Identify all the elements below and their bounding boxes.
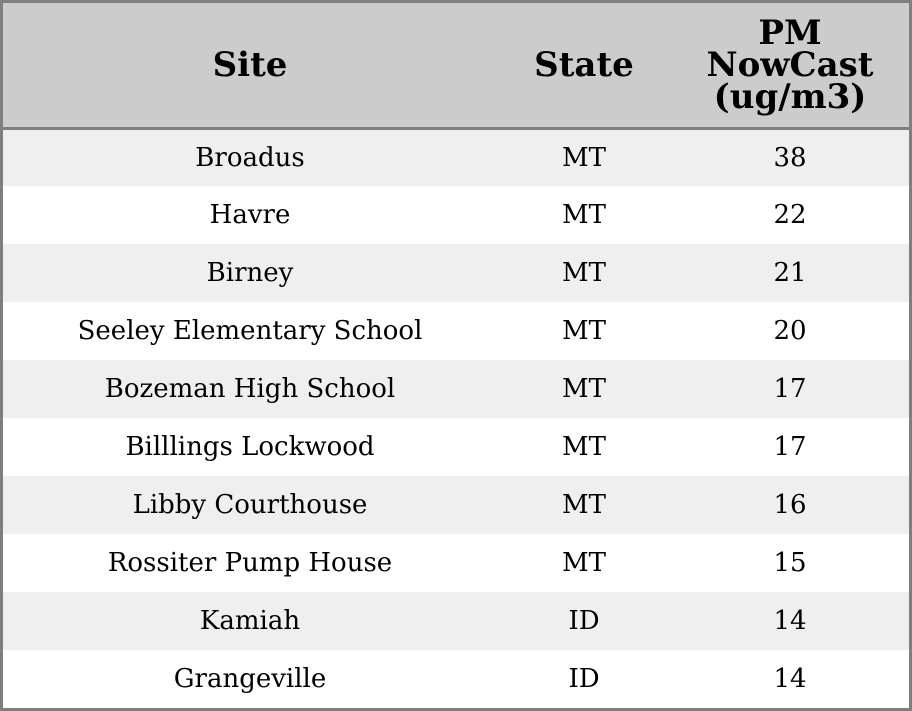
table-row bbox=[3, 302, 909, 360]
table-row bbox=[3, 360, 909, 418]
table-row bbox=[3, 592, 909, 650]
cell-state: MT bbox=[562, 316, 606, 346]
table-body bbox=[3, 128, 909, 708]
cell-site: Libby Courthouse bbox=[132, 490, 368, 520]
cell-site: Rossiter Pump House bbox=[107, 548, 393, 578]
header-row bbox=[3, 3, 909, 128]
cell-pm: 20 bbox=[773, 316, 807, 346]
cell-state: ID bbox=[568, 606, 600, 636]
table-row bbox=[3, 476, 909, 534]
cell-state: MT bbox=[562, 548, 606, 578]
cell-state: MT bbox=[562, 432, 606, 462]
header-pm-line2: NowCast bbox=[706, 44, 874, 85]
cell-state: MT bbox=[562, 258, 606, 288]
header-pm-line3: (ug/m3) bbox=[713, 76, 867, 117]
table-row bbox=[3, 244, 909, 302]
header-pm-nowcast bbox=[671, 3, 909, 128]
pm-nowcast-table bbox=[3, 3, 909, 708]
cell-state: ID bbox=[568, 664, 600, 694]
cell-state: MT bbox=[562, 142, 606, 173]
cell-site: Kamiah bbox=[199, 606, 301, 636]
cell-site: Bozeman High School bbox=[104, 374, 396, 404]
table-row bbox=[3, 534, 909, 592]
cell-pm: 22 bbox=[773, 200, 807, 230]
cell-pm: 16 bbox=[773, 490, 807, 520]
table-header bbox=[3, 3, 909, 128]
cell-state: MT bbox=[562, 374, 606, 404]
cell-site: Havre bbox=[209, 200, 291, 230]
header-state: State bbox=[497, 3, 671, 128]
cell-pm: 17 bbox=[773, 374, 807, 404]
table-row bbox=[3, 186, 909, 244]
cell-pm: 14 bbox=[773, 606, 807, 636]
table-row bbox=[3, 128, 909, 186]
table-row bbox=[3, 418, 909, 476]
cell-pm: 17 bbox=[773, 432, 807, 462]
cell-pm: 38 bbox=[773, 142, 807, 173]
cell-site: Seeley Elementary School bbox=[77, 316, 423, 346]
cell-site: Billlings Lockwood bbox=[125, 432, 375, 462]
cell-pm: 15 bbox=[773, 548, 807, 578]
table-row bbox=[3, 650, 909, 708]
header-pm-line1: PM bbox=[758, 12, 822, 53]
cell-site: Broadus bbox=[195, 142, 305, 173]
cell-state: MT bbox=[562, 490, 606, 520]
cell-state: MT bbox=[562, 200, 606, 230]
cell-site: Birney bbox=[206, 258, 294, 288]
cell-site: Grangeville bbox=[173, 664, 327, 694]
cell-pm: 14 bbox=[773, 664, 807, 694]
cell-pm: 21 bbox=[773, 258, 807, 288]
header-site: Site bbox=[3, 3, 497, 128]
